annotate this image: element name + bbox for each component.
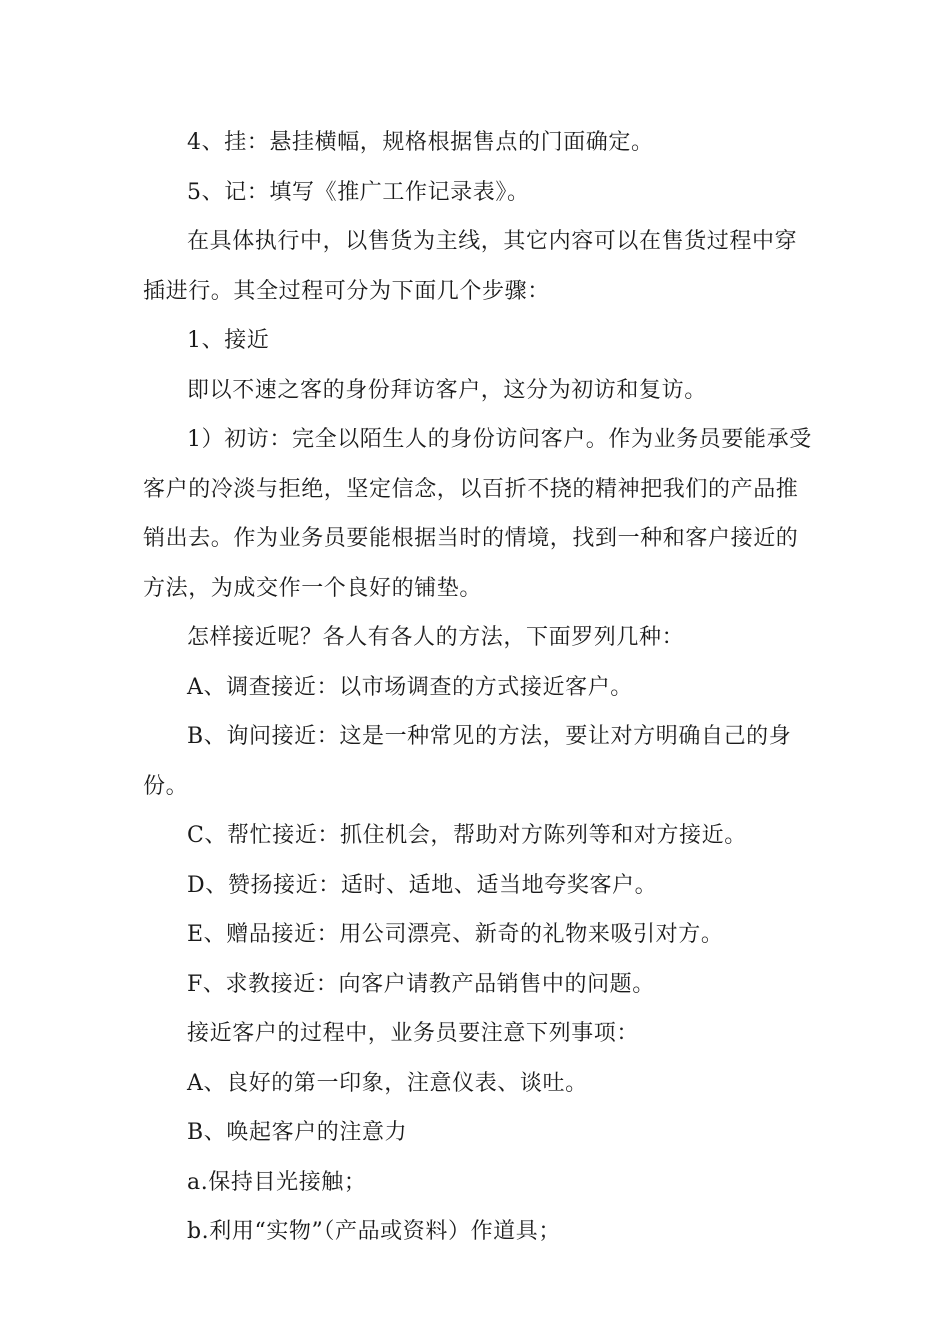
list-item-gift-approach: E、赠品接近：用公司漂亮、新奇的礼物来吸引对方。 bbox=[187, 922, 724, 947]
list-item-survey-approach: A、调查接近：以市场调查的方式接近客户。 bbox=[187, 674, 633, 700]
list-item-praise-approach: D、赞扬接近：适时、适地、适当地夸奖客户。 bbox=[187, 872, 658, 898]
list-item-attention: B、唤起客户的注意力 bbox=[187, 1120, 408, 1145]
paragraph-approach-definition: 即以不速之客的身份拜访客户，这分为初访和复访。 bbox=[187, 377, 707, 403]
list-item-inquiry-approach: B、询问接近：这是一种常见的方法，要让对方明确自己的身份。 bbox=[143, 724, 792, 799]
document-body bbox=[143, 118, 813, 1257]
list-item-first-impression: A、良好的第一印象，注意仪表、谈吐。 bbox=[187, 1070, 588, 1096]
list-item-consult-approach: F、求教接近：向客户请教产品销售中的问题。 bbox=[187, 971, 655, 997]
paragraph-approach-notes: 接近客户的过程中，业务员要注意下列事项： bbox=[187, 1021, 640, 1046]
paragraph-hang-banner: 4、挂：悬挂横幅，规格根据售点的门面确定。 bbox=[187, 130, 654, 155]
paragraph-how-to-approach: 怎样接近呢？各人有各人的方法，下面罗列几种： bbox=[187, 625, 685, 650]
list-item-help-approach: C、帮忙接近：抓住机会，帮助对方陈列等和对方接近。 bbox=[187, 823, 747, 848]
list-item-use-props: b.利用“实物”（产品或资料）作道具； bbox=[187, 1219, 561, 1244]
paragraph-execution-overview: 在具体执行中，以售货为主线，其它内容可以在售货过程中穿插进行。其全过程可分为下面几个步骤： bbox=[143, 229, 798, 304]
section-heading-approach: 1、接近 bbox=[187, 328, 270, 353]
paragraph-fill-record: 5、记：填写《推广工作记录表》。 bbox=[187, 179, 530, 205]
paragraph-first-visit: 1）初访：完全以陌生人的身份访问客户。作为业务员要能承受客户的冷淡与拒绝，坚定信念，以百折不挠的精神把我们的产品推销出去。作为业务员要能根据当时的情境，找到一种和客户接近的方法，为成交作一个良好的铺垫。 bbox=[143, 427, 812, 601]
list-item-eye-contact: a.保持目光接触； bbox=[187, 1169, 367, 1195]
